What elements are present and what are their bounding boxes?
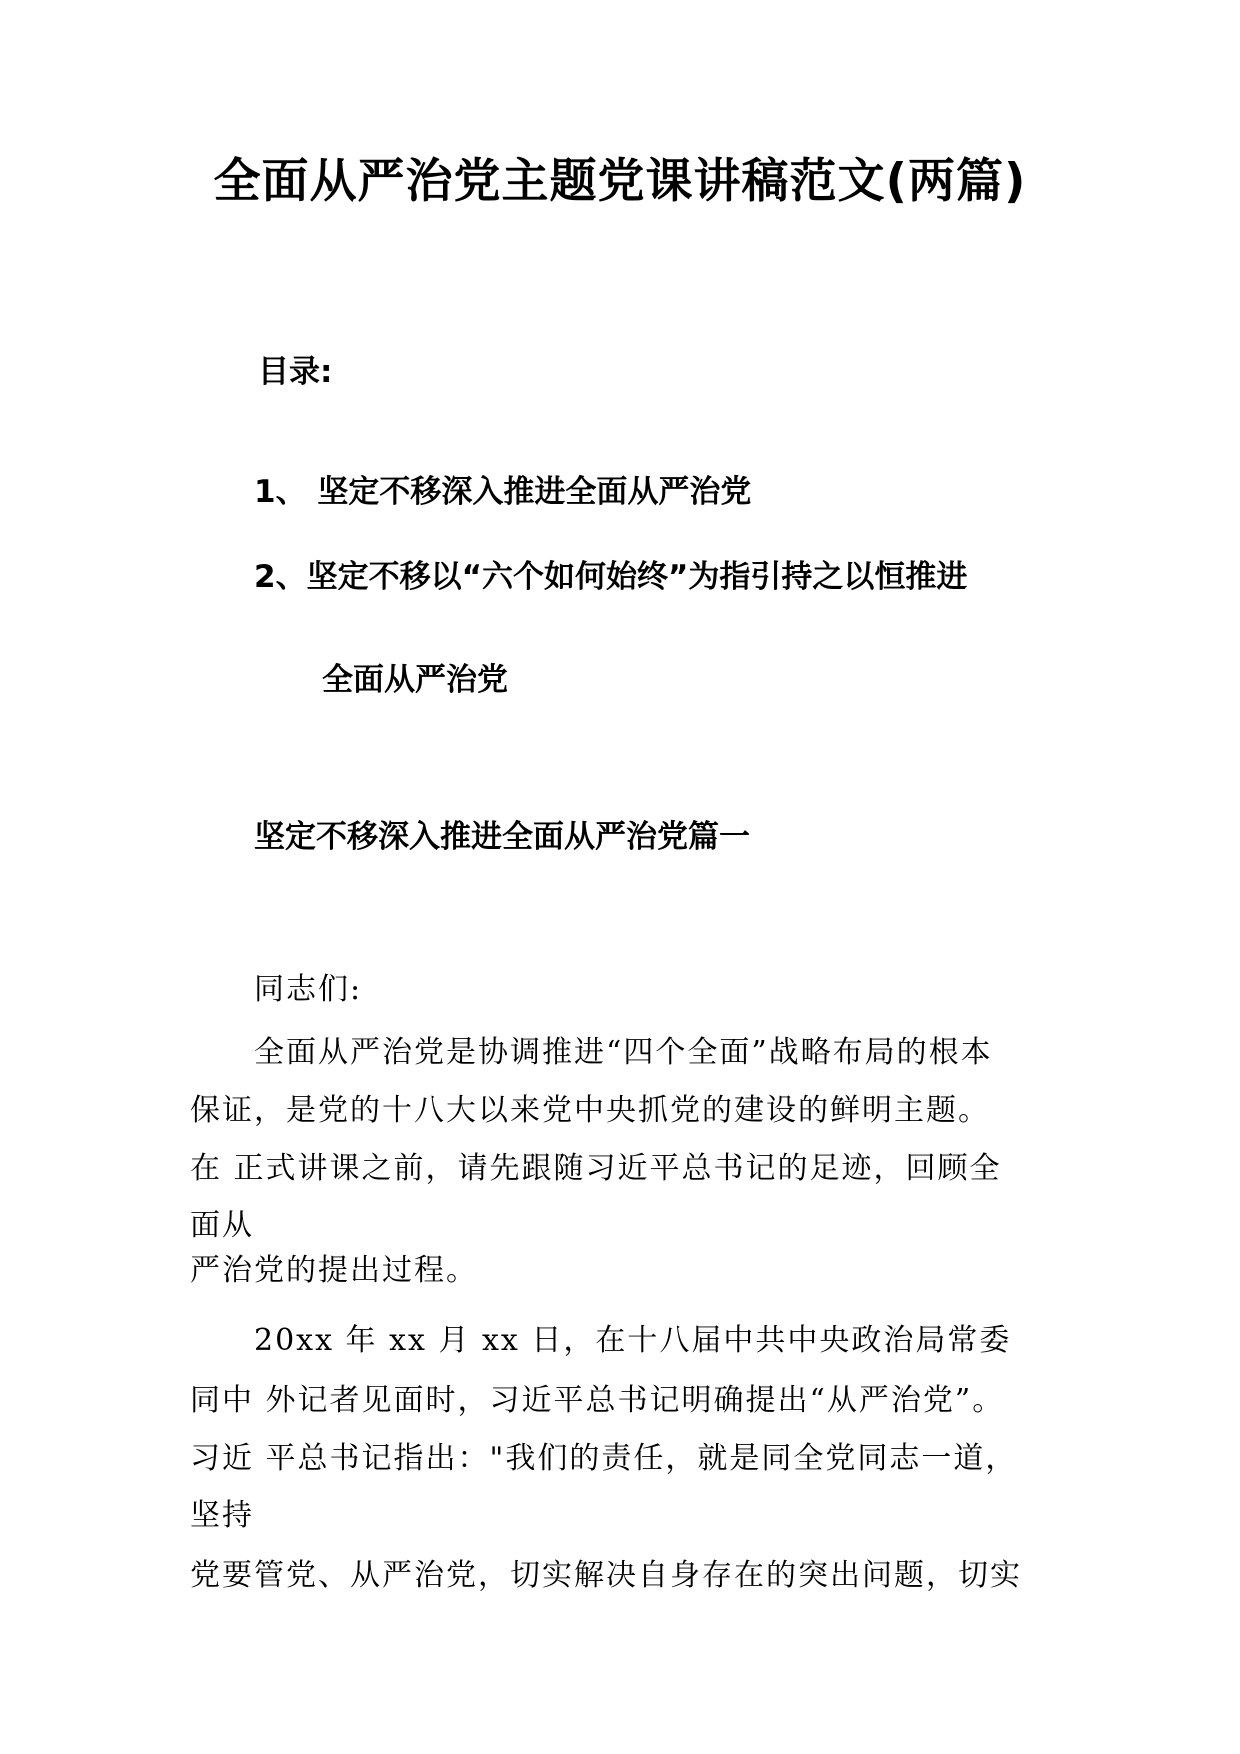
body-line: 全面从严治党是协调推进“四个全面”战略布局的根本 (254, 1035, 993, 1070)
toc-item-1: 1、 坚定不移深入推进全面从严治党 (254, 474, 752, 510)
body-line: 保证，是党的十八大以来党中央抓党的建设的鲜明主题。 (190, 1093, 990, 1128)
body-line: 党要管党、从严治党，切实解决自身存在的突出问题，切实 (190, 1558, 1022, 1593)
body-line: 习近 平总书记指出："我们的责任，就是同全党同志一道， (190, 1441, 1018, 1476)
toc-heading: 目录: (258, 354, 333, 390)
section-title: 坚定不移深入推进全面从严治党篇一 (254, 819, 750, 855)
body-line: 同中 外记者见面时，习近平总书记明确提出“从严治党”。 (190, 1383, 1005, 1418)
body-line: 坚持 (190, 1498, 254, 1533)
toc-item-2: 2、坚定不移以“六个如何始终”为指引持之以恒推进 (254, 559, 968, 595)
body-line: 严治党的提出过程。 (190, 1253, 478, 1288)
document-title: 全面从严治党主题党课讲稿范文(两篇) (213, 154, 1027, 209)
body-line: 同志们: (254, 972, 363, 1007)
body-line: 面从 (190, 1208, 254, 1243)
toc-item-2-continuation: 全面从严治党 (322, 662, 508, 698)
body-line: 在 正式讲课之前，请先跟随习近平总书记的足迹，回顾全 (190, 1151, 1002, 1186)
body-line: 20xx 年 xx 月 xx 日，在十八届中共中央政治局常委 (254, 1323, 1012, 1358)
